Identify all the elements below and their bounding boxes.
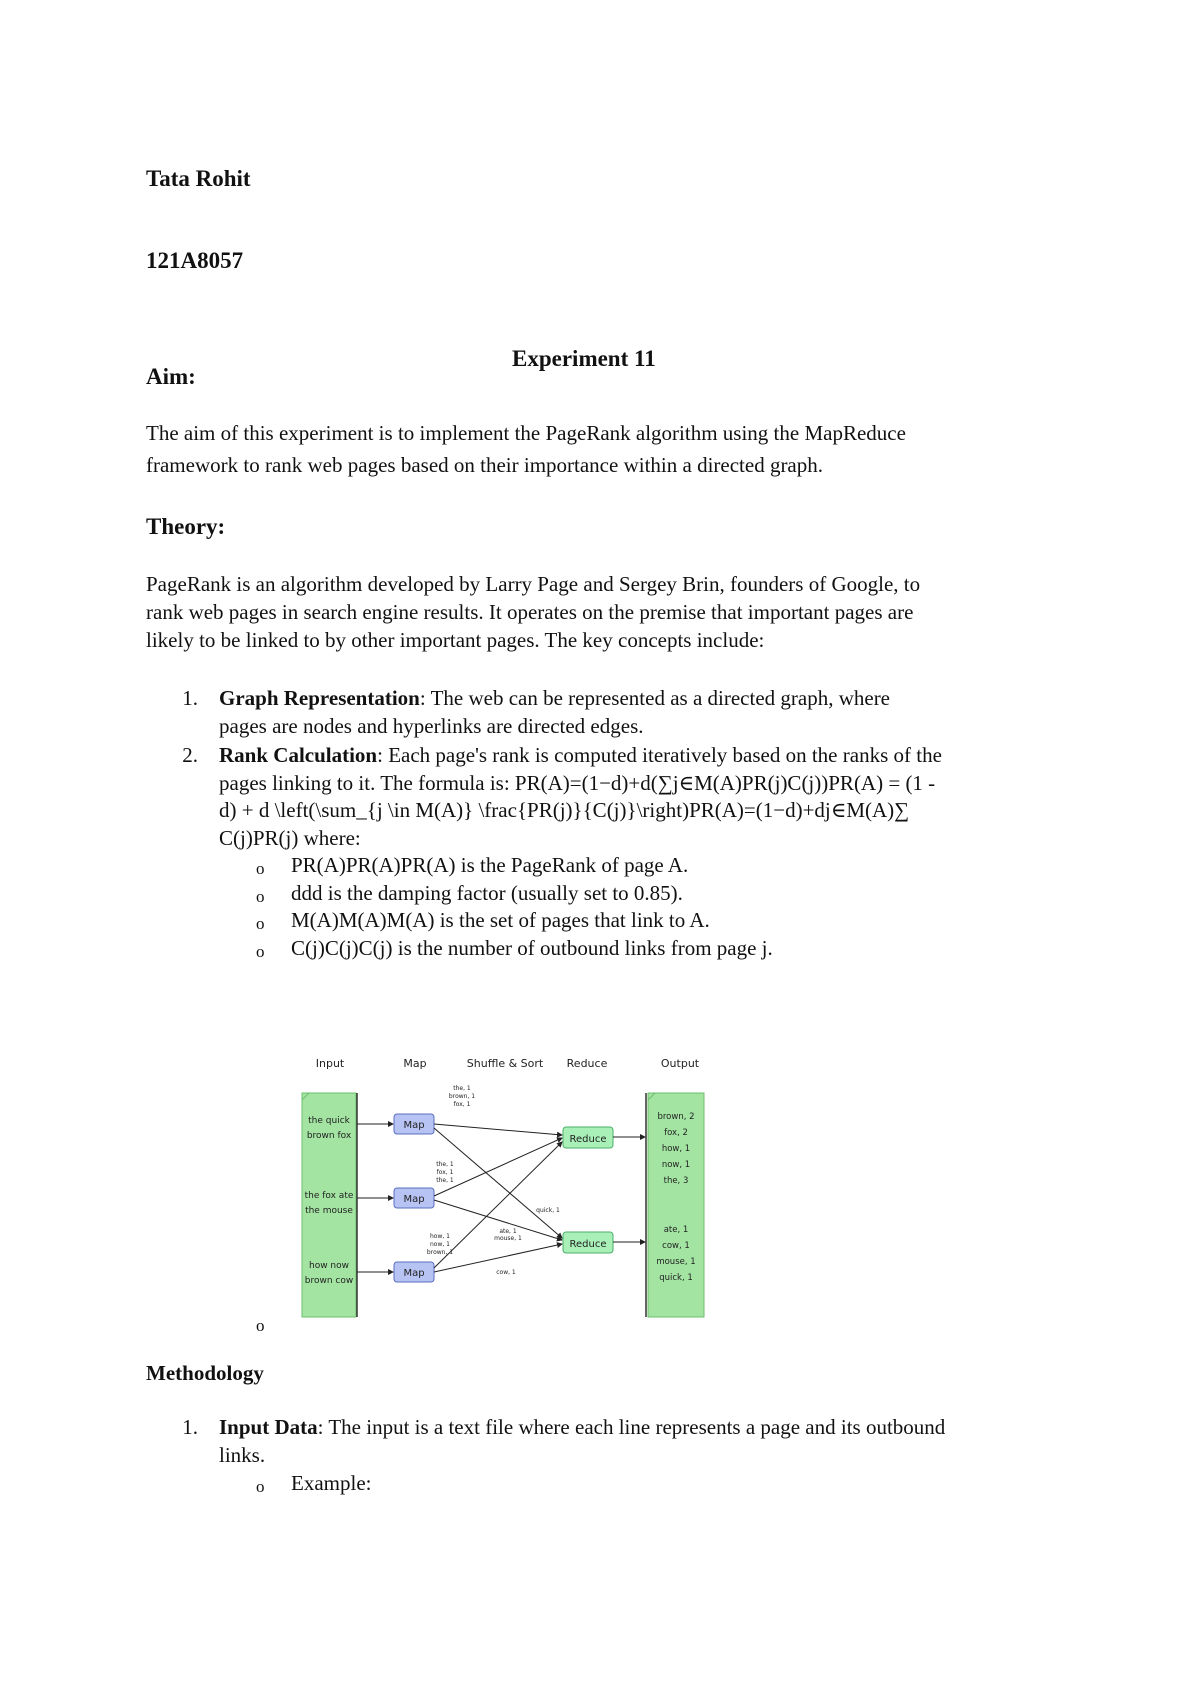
theory-intro-line: likely to be linked to by other important pages. The key concepts include: (146, 628, 765, 652)
input-text: the fox ate (304, 1191, 354, 1201)
output-text: ate, 1 (663, 1225, 689, 1235)
sub-bullet (256, 852, 1056, 880)
output-text: now, 1 (661, 1160, 691, 1170)
sub-bullet-text: ddd is the damping factor (usually set to 0.85). (291, 880, 683, 905)
output-text: quick, 1 (659, 1273, 693, 1283)
bullet-marker: o (256, 914, 265, 933)
list-item-title: Rank Calculation (219, 743, 378, 767)
stage-label-shuffle: Shuffle & Sort (466, 1057, 544, 1070)
bullet-marker: o (256, 886, 265, 906)
theory-intro-line: PageRank is an algorithm developed by Larry Page and Sergey Brin, founders of Google, to (146, 572, 921, 596)
sub-bullet-list (256, 852, 1056, 962)
map-output-text: fox, 1 (436, 1169, 454, 1176)
map-output-text: the, 1 (436, 1161, 454, 1168)
map-label: Map (403, 1194, 425, 1205)
sub-bullet (256, 1470, 1056, 1498)
stage-label-map: Map (403, 1057, 427, 1070)
map-label: Map (403, 1268, 425, 1279)
stage-label-output: Output (660, 1057, 700, 1070)
reduce-label: Reduce (569, 1134, 607, 1145)
map-output-text: the, 1 (453, 1085, 471, 1092)
map-output-text: brown, 1 (448, 1093, 476, 1100)
sub-bullet (256, 935, 1056, 963)
list-item-text: C(j)PR(j) where: (219, 825, 361, 850)
list-item (168, 742, 1068, 852)
experiment-title: Experiment 11 (512, 346, 656, 371)
list-item-title: Input Data (219, 1415, 318, 1439)
list-item-text: : The input is a text file where each line represents a page and its outbound (317, 1415, 946, 1439)
list-item-text: : The web can be represented as a directed graph, where (419, 686, 891, 710)
theory-intro-line: rank web pages in search engine results. It operates on the premise that important pages are (146, 600, 914, 624)
input-text: the mouse (305, 1206, 353, 1216)
list-item-text: links. (219, 1442, 266, 1467)
sub-bullet (256, 880, 1056, 908)
list-number: 1. (182, 686, 198, 710)
list-item (168, 1414, 1068, 1469)
list-item-text: : Each page's rank is computed iteratively based on the ranks of the (377, 743, 942, 767)
sub-bullet-text: PR(A)PR(A)PR(A) is the PageRank of page A. (291, 853, 689, 877)
list-number: 2. (182, 743, 198, 767)
edge-label: quick, 1 (536, 1207, 560, 1214)
output-text: the, 3 (663, 1176, 689, 1186)
aim-line: The aim of this experiment is to implement the PageRank algorithm using the MapReduce (146, 421, 906, 445)
input-text: brown cow (304, 1276, 354, 1286)
reduce-label: Reduce (569, 1239, 607, 1250)
stage-label-input: Input (315, 1057, 345, 1070)
map-output-text: how, 1 (429, 1233, 451, 1240)
map-output-text: the, 1 (436, 1177, 454, 1184)
output-text: cow, 1 (662, 1241, 690, 1251)
aim-line: framework to rank web pages based on their importance within a directed graph. (146, 453, 824, 477)
bullet-marker: o (256, 859, 265, 878)
author-name: Tata Rohit (146, 166, 251, 191)
output-text: fox, 2 (664, 1128, 688, 1138)
input-text: brown fox (306, 1131, 352, 1141)
sub-bullet (256, 907, 1056, 935)
sub-bullet-text: M(A)M(A)M(A) is the set of pages that link to A. (291, 908, 710, 932)
sub-bullet-list (256, 1470, 1056, 1498)
map-label: Map (403, 1120, 425, 1131)
roll-number: 121A8057 (146, 248, 244, 273)
list-item-text: pages are nodes and hyperlinks are directed edges. (219, 713, 644, 738)
mapreduce-diagram (290, 1050, 720, 1320)
list-item (168, 685, 1068, 740)
bullet-marker: o (256, 941, 265, 961)
edge-label: mouse, 1 (494, 1235, 522, 1242)
input-text: the quick (308, 1116, 350, 1126)
aim-heading: Aim: (146, 364, 196, 389)
sub-bullet-text: Example: (291, 1471, 372, 1495)
stage-label-reduce: Reduce (566, 1057, 608, 1070)
output-text: mouse, 1 (656, 1257, 696, 1267)
theory-heading: Theory: (146, 514, 226, 539)
theory-intro (146, 570, 1066, 654)
methodology-heading: Methodology (146, 1361, 264, 1385)
list-number: 1. (182, 1415, 198, 1439)
map-output-text: brown, 1 (426, 1249, 454, 1256)
map-output-text: now, 1 (429, 1241, 451, 1248)
edge-label: cow, 1 (496, 1269, 516, 1276)
output-panel (648, 1093, 704, 1317)
output-text: how, 1 (661, 1144, 691, 1154)
sub-bullet-text: C(j)C(j)C(j) is the number of outbound links from page j. (291, 935, 773, 960)
list-item-text: pages linking to it. The formula is: PR(A)=(1−d)+d(∑j∈M(A)PR(j)C(j))PR(A) = (1 - (219, 770, 936, 795)
edge-label: ate, 1 (499, 1228, 517, 1235)
input-text: how now (308, 1261, 350, 1271)
output-text: brown, 2 (657, 1112, 695, 1122)
list-item-title: Graph Representation (219, 686, 420, 710)
list-item-text: d) + d \left(\sum_{j \in M(A)} \frac{PR(j)}{C(j)}\right)PR(A)=(1−d)+dj∈M(A)∑ (219, 798, 910, 822)
map-output-text: fox, 1 (453, 1101, 471, 1108)
bullet-marker: o (256, 1477, 265, 1496)
aim-paragraph (146, 417, 1066, 481)
bullet-marker: o (256, 1316, 265, 1335)
